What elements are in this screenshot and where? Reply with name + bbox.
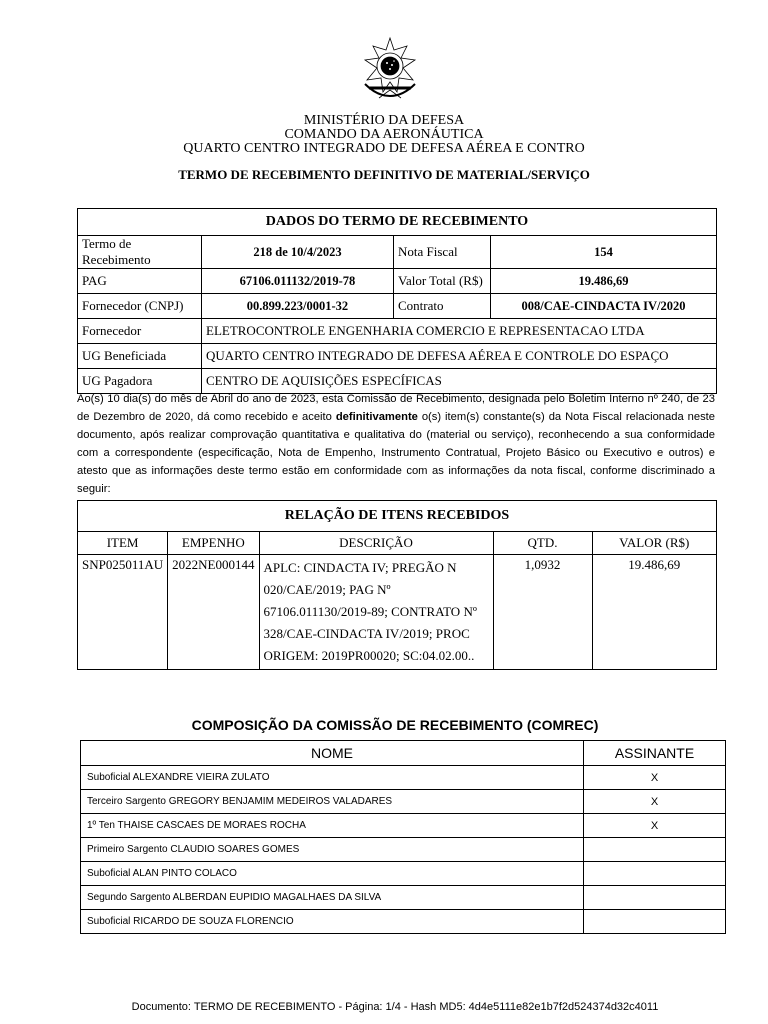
member-assinante: X xyxy=(584,814,726,838)
member-assinante xyxy=(584,910,726,934)
itens-heading: RELAÇÃO DE ITENS RECEBIDOS xyxy=(78,501,717,532)
paragraph-text-start: Ao(s) 10 dia(s) do mês de Abril do ano de 2023, esta Comissão de Recebimento, designada pelo Boletim Interno nº 240, de 23 de Dezembro de 2020, dá como recebido e aceito xyxy=(77,393,715,423)
termo-label: Termo de Recebimento xyxy=(78,236,202,269)
member-name: Primeiro Sargento CLAUDIO SOARES GOMES xyxy=(81,838,584,862)
fornecedor-label: Fornecedor xyxy=(78,319,202,344)
col-qtd: QTD. xyxy=(493,532,592,555)
member-name: Suboficial ALAN PINTO COLACO xyxy=(81,862,584,886)
item-qtd: 1,0932 xyxy=(493,555,592,670)
cnpj-label: Fornecedor (CNPJ) xyxy=(78,294,202,319)
fornecedor-value: ELETROCONTROLE ENGENHARIA COMERCIO E REPRESENTACAO LTDA xyxy=(202,319,717,344)
dados-table xyxy=(77,208,717,394)
table-row xyxy=(81,910,726,934)
ministry-line: MINISTÉRIO DA DEFESA xyxy=(303,113,465,128)
table-row xyxy=(81,838,726,862)
member-name: 1º Ten THAISE CASCAES DE MORAES ROCHA xyxy=(81,814,584,838)
item-descricao: APLC: CINDACTA IV; PREGÃO N 020/CAE/2019; PAG Nº 67106.011130/2019-89; CONTRATO Nº 328/CAE-CINDACTA IV/2019; PROC ORIGEM: 2019PR00020; SC:04.02.00.. xyxy=(259,555,493,670)
col-nome: NOME xyxy=(81,741,584,766)
termo-value: 218 de 10/4/2023 xyxy=(202,236,394,269)
member-assinante: X xyxy=(584,790,726,814)
table-row xyxy=(81,790,726,814)
col-valor: VALOR (R$) xyxy=(592,532,717,555)
declaration-paragraph xyxy=(77,390,715,498)
col-empenho: EMPENHO xyxy=(168,532,259,555)
itens-table xyxy=(77,500,717,670)
nota-label: Nota Fiscal xyxy=(394,236,491,269)
ug-pagadora-value: CENTRO DE AQUISIÇÕES ESPECÍFICAS xyxy=(202,369,717,394)
page-footer: Documento: TERMO DE RECEBIMENTO - Página: 1/4 - Hash MD5: 4d4e5111e82e1b7f2d524374d32c4011 xyxy=(131,1001,659,1013)
table-row xyxy=(78,555,717,670)
ug-pagadora-label: UG Pagadora xyxy=(78,369,202,394)
unit-line: QUARTO CENTRO INTEGRADO DE DEFESA AÉREA E CONTRO xyxy=(183,141,585,156)
table-row xyxy=(81,766,726,790)
member-assinante xyxy=(584,862,726,886)
member-name: Segundo Sargento ALBERDAN EUPIDIO MAGALHAES DA SILVA xyxy=(81,886,584,910)
contrato-value: 008/CAE-CINDACTA IV/2020 xyxy=(491,294,717,319)
col-item: ITEM xyxy=(78,532,168,555)
member-assinante xyxy=(584,838,726,862)
pag-label: PAG xyxy=(78,269,202,294)
valor-label: Valor Total (R$) xyxy=(394,269,491,294)
member-name: Suboficial RICARDO DE SOUZA FLORENCIO xyxy=(81,910,584,934)
col-assinante: ASSINANTE xyxy=(584,741,726,766)
contrato-label: Contrato xyxy=(394,294,491,319)
command-line: COMANDO DA AERONÁUTICA xyxy=(284,127,484,142)
comissao-members xyxy=(81,766,726,934)
coat-of-arms-emblem xyxy=(357,36,423,102)
table-row xyxy=(81,886,726,910)
table-row xyxy=(81,814,726,838)
cnpj-value: 00.899.223/0001-32 xyxy=(202,294,394,319)
paragraph-text-end: o(s) item(s) constante(s) da Nota Fiscal relacionada neste documento, após realizar comprovação quantitativa e qualitativa do (material ou serviço), reconhecendo a sua conformidade com a correspondente (especificação, Nota de Empenho, Instrumento Contratual, Projeto Básico ou Executivo e outros) e atesto que as informações deste termo estão em conformidade com as informações da nota fiscal, conforme discriminado a seguir: xyxy=(77,411,715,495)
document-title: TERMO DE RECEBIMENTO DEFINITIVO DE MATERIAL/SERVIÇO xyxy=(178,167,590,182)
paragraph-bold: definitivamente xyxy=(335,411,418,423)
comissao-table xyxy=(80,740,726,934)
col-descricao: DESCRIÇÃO xyxy=(259,532,493,555)
table-row xyxy=(81,862,726,886)
dados-heading: DADOS DO TERMO DE RECEBIMENTO xyxy=(78,209,717,236)
comissao-heading: COMPOSIÇÃO DA COMISSÃO DE RECEBIMENTO (COMREC) xyxy=(191,717,599,733)
ug-beneficiada-label: UG Beneficiada xyxy=(78,344,202,369)
member-assinante: X xyxy=(584,766,726,790)
member-name: Terceiro Sargento GREGORY BENJAMIM MEDEIROS VALADARES xyxy=(81,790,584,814)
valor-value: 19.486,69 xyxy=(491,269,717,294)
ug-beneficiada-value: QUARTO CENTRO INTEGRADO DE DEFESA AÉREA E CONTROLE DO ESPAÇO xyxy=(202,344,717,369)
item-code: SNP025011AU xyxy=(78,555,168,670)
nota-value: 154 xyxy=(491,236,717,269)
member-assinante xyxy=(584,886,726,910)
pag-value: 67106.011132/2019-78 xyxy=(202,269,394,294)
member-name: Suboficial ALEXANDRE VIEIRA ZULATO xyxy=(81,766,584,790)
item-valor: 19.486,69 xyxy=(592,555,717,670)
item-empenho: 2022NE000144 xyxy=(168,555,259,670)
